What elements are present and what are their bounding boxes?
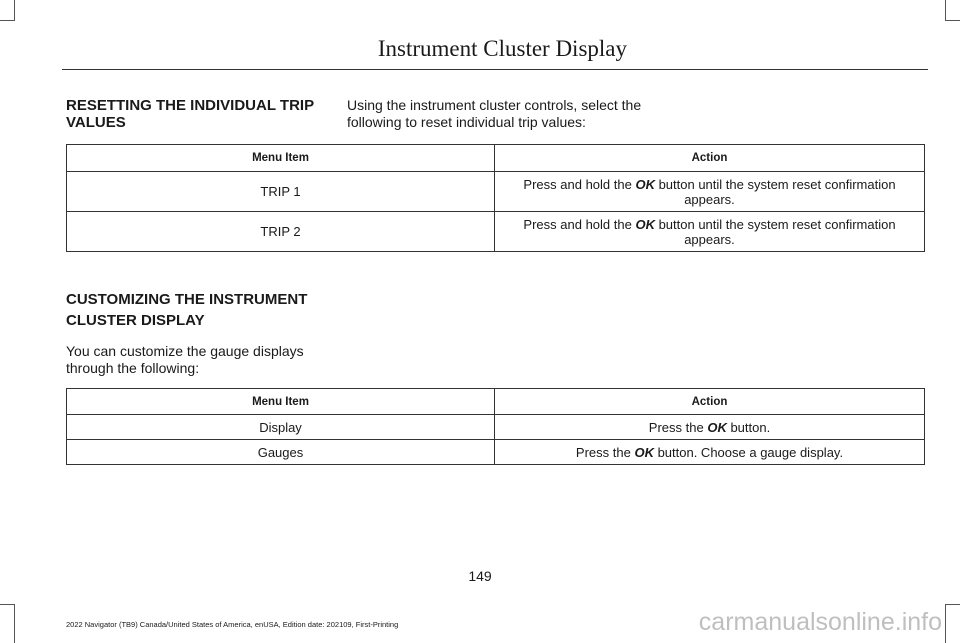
ok-key-label: OK [635,176,655,192]
ok-key-label: OK [707,419,727,435]
action-cell [495,415,925,440]
ok-key-label: OK [634,444,654,460]
column-header-menu-item: Menu Item [67,389,495,415]
table-row [67,440,925,465]
page-number: 149 [468,568,492,584]
header-divider [62,69,928,70]
action-text: button until the system reset confirmation appears. [654,216,896,247]
action-cell [495,212,925,252]
section-intro-customize-display: You can customize the gauge displays through the following: [66,343,304,376]
crop-mark-bottom-right [945,604,960,643]
watermark-link[interactable]: carmanualsonline.info [698,608,942,636]
reset-trip-table [66,144,925,252]
action-text: Press the [648,419,708,435]
ok-key-label: OK [635,216,655,232]
section-heading-reset-trip: RESETTING THE INDIVIDUAL TRIP VALUES [66,97,314,131]
action-text: button. [726,419,771,435]
edition-footer: 2022 Navigator (TB9) Canada/United States of America, enUSA, Edition date: 202109, First-Printing [66,620,399,629]
table-header-row [67,145,925,172]
table-header-row [67,389,925,415]
table-row [67,415,925,440]
menu-item-cell: TRIP 2 [67,212,495,252]
crop-mark-bottom-left [0,604,15,643]
action-text: Press and hold the [523,216,636,232]
action-cell [495,172,925,212]
action-text: button. Choose a gauge display. [653,444,844,460]
action-text: button until the system reset confirmation appears. [654,176,896,207]
section-heading-customize-display: CUSTOMIZING THE INSTRUMENT CLUSTER DISPLAY [66,291,308,329]
menu-item-cell: Display [67,415,495,440]
action-text: Press the [575,444,635,460]
page-title: Instrument Cluster Display [377,36,627,61]
action-text: Press and hold the [523,176,636,192]
table-row [67,212,925,252]
section-intro-reset-trip: Using the instrument cluster controls, select the following to reset individual trip values: [347,97,642,130]
column-header-action: Action [495,145,925,172]
menu-item-cell: Gauges [67,440,495,465]
crop-mark-top-left [0,0,15,21]
column-header-menu-item: Menu Item [67,145,495,172]
action-cell [495,440,925,465]
customize-display-table [66,388,925,465]
menu-item-cell: TRIP 1 [67,172,495,212]
column-header-action: Action [495,389,925,415]
crop-mark-top-right [945,0,960,21]
table-row [67,172,925,212]
